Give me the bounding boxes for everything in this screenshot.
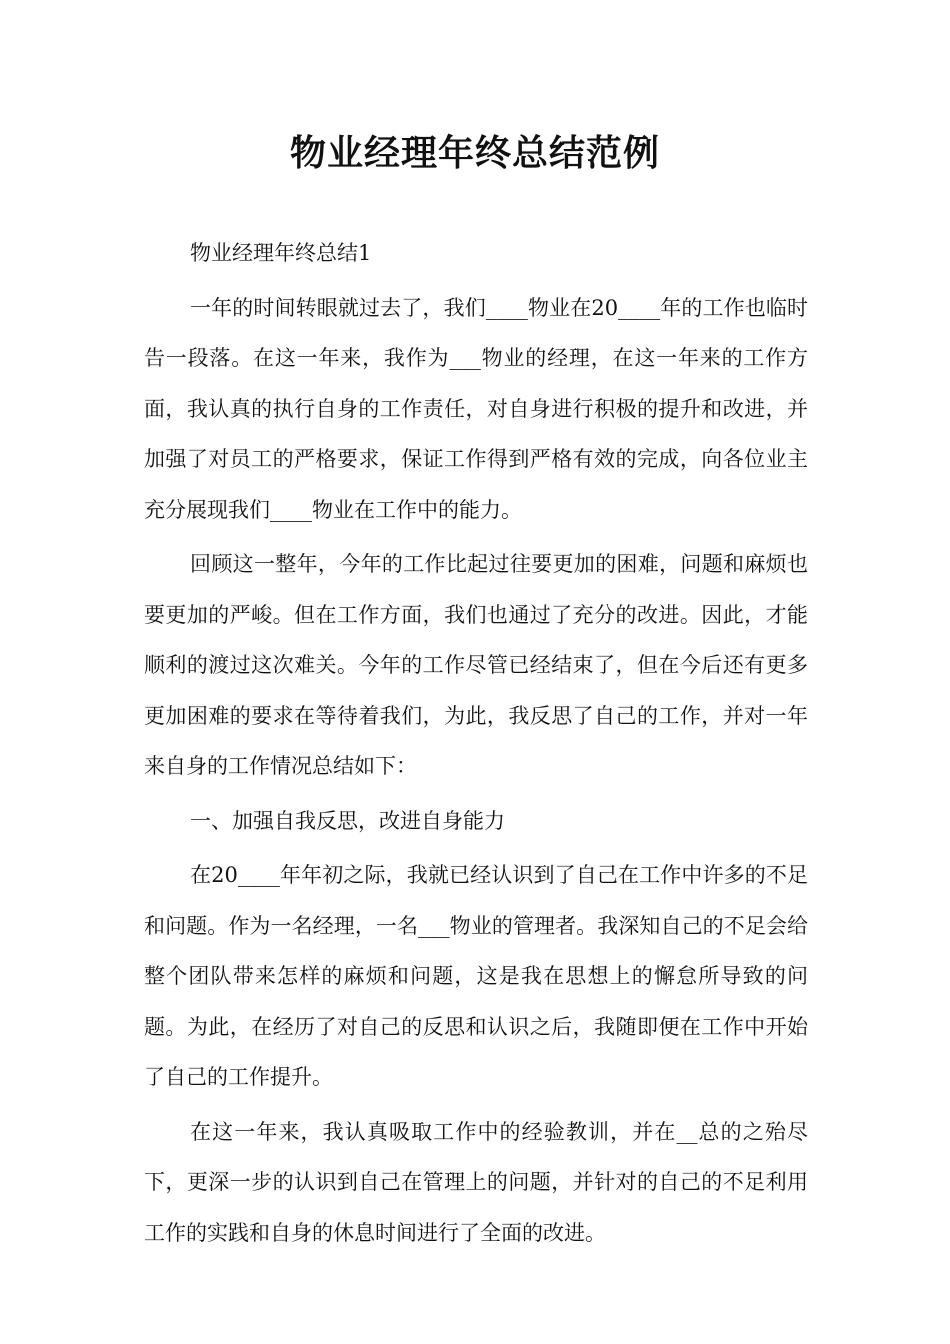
paragraph: 在20____年年初之际，我就已经认识到了自己在工作中许多的不足和问题。作为一名经理，一名___物业的管理者。我深知自己的不足会给整个团队带来怎样的麻烦和问题，这是我在思想上的懈怠所导致的问题。为此，在经历了对自己的反思和认识之后，我随即便在工作中开始了自己的工作提升。 bbox=[144, 863, 808, 1089]
paragraph: 回顾这一整年，今年的工作比起过往要更加的困难，问题和麻烦也要更加的严峻。但在工作方面，我们也通过了充分的改进。因此，才能顺利的渡过这次难关。今年的工作尽管已经结束了，但在今后还有更多更加困难的要求在等待着我们，为此，我反思了自己的工作，并对一年来自身的工作情况总结如下： bbox=[144, 552, 808, 778]
paragraph-subheading: 一、加强自我反思，改进自身能力 bbox=[190, 808, 505, 833]
paragraph: 一年的时间转眼就过去了，我们____物业在20____年的工作也临时告一段落。在这一年来，我作为___物业的经理，在这一年来的工作方面，我认真的执行自身的工作责任，对自身进行积极的提升和改进，并加强了对员工的严格要求，保证工作得到严格有效的完成，向各位业主充分展现我们____物业在工作中的能力。 bbox=[144, 295, 808, 522]
paragraph: 在这一年来，我认真吸取工作中的经验教训，并在__总的之殆尽下，更深一步的认识到自己在管理上的问题，并针对的自己的不足利用工作的实践和自身的休息时间进行了全面的改进。 bbox=[144, 1119, 808, 1245]
paragraph-section-heading: 物业经理年终总结1 bbox=[190, 241, 372, 265]
document-title: 物业经理年终总结范例 bbox=[289, 132, 660, 174]
document-body bbox=[144, 228, 808, 1262]
